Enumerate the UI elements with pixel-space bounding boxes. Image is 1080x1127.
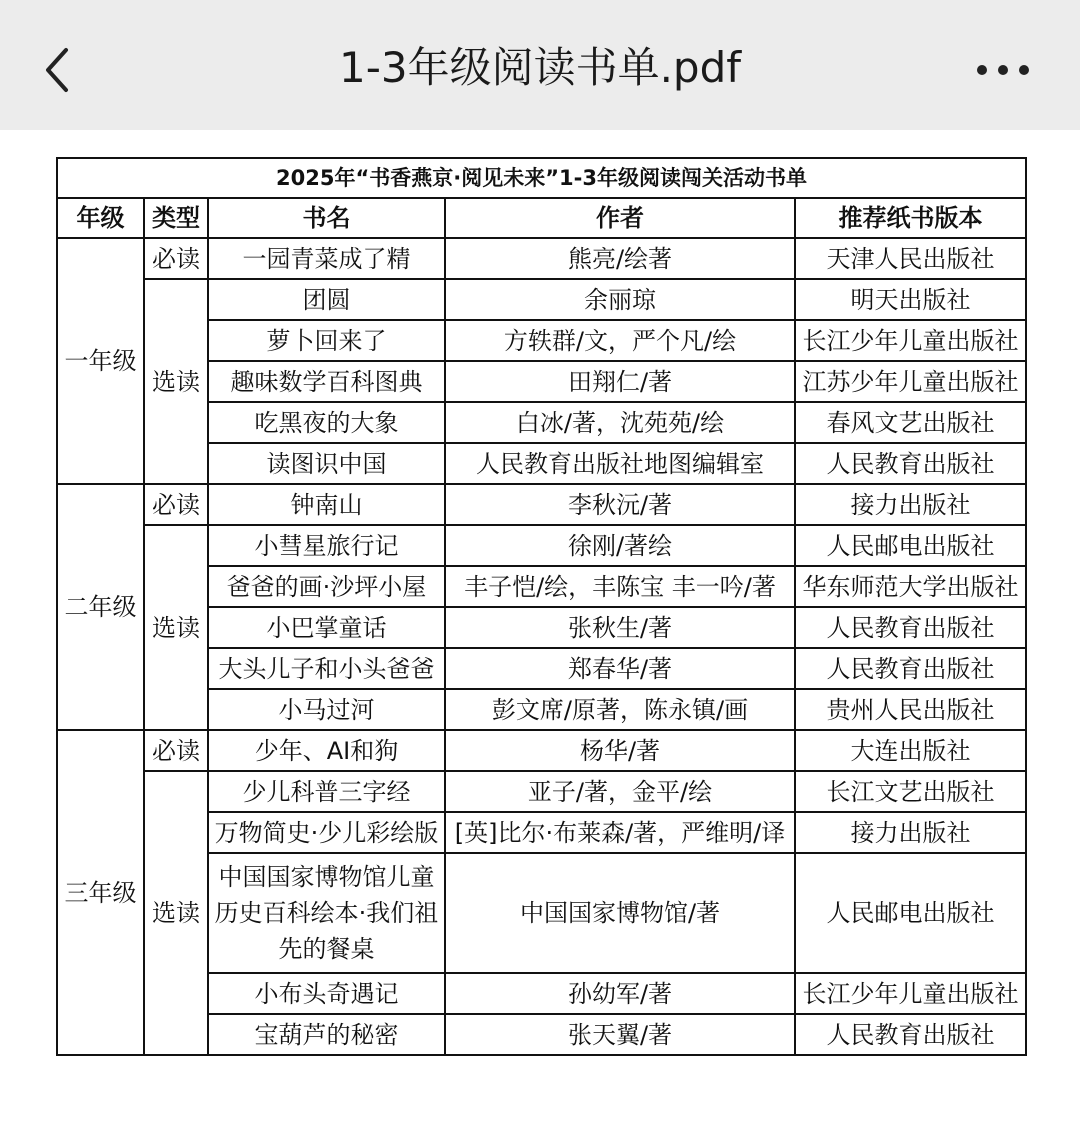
- book-cell: 一园青菜成了精: [208, 238, 445, 279]
- table-row: [57, 730, 1026, 771]
- publisher-cell: 接力出版社: [795, 812, 1026, 853]
- more-options-button[interactable]: [968, 48, 1038, 92]
- table-row: [57, 484, 1026, 525]
- publisher-cell: 人民教育出版社: [795, 1014, 1026, 1055]
- author-cell: 徐刚/著绘: [445, 525, 795, 566]
- book-cell: 大头儿子和小头爸爸: [208, 648, 445, 689]
- header-type: 类型: [144, 198, 208, 238]
- publisher-cell: 贵州人民出版社: [795, 689, 1026, 730]
- top-navigation-bar: [0, 0, 1080, 130]
- book-cell: 小布头奇遇记: [208, 973, 445, 1014]
- type-cell: 必读: [144, 238, 208, 279]
- author-cell: 中国国家博物馆/著: [445, 853, 795, 973]
- header-author: 作者: [445, 198, 795, 238]
- type-cell: 选读: [144, 279, 208, 484]
- type-cell: 选读: [144, 525, 208, 730]
- more-dots-icon: [968, 48, 1038, 92]
- author-cell: 田翔仁/著: [445, 361, 795, 402]
- table-row: [57, 279, 1026, 320]
- author-cell: 孙幼军/著: [445, 973, 795, 1014]
- type-cell: 必读: [144, 484, 208, 525]
- grade-cell: 一年级: [57, 238, 144, 484]
- publisher-cell: 人民邮电出版社: [795, 853, 1026, 973]
- grade-cell: 三年级: [57, 730, 144, 1055]
- type-cell: 选读: [144, 771, 208, 1055]
- header-book: 书名: [208, 198, 445, 238]
- publisher-cell: 人民邮电出版社: [795, 525, 1026, 566]
- book-cell: 小马过河: [208, 689, 445, 730]
- type-cell: 必读: [144, 730, 208, 771]
- publisher-cell: 江苏少年儿童出版社: [795, 361, 1026, 402]
- author-cell: 余丽琼: [445, 279, 795, 320]
- author-cell: 张秋生/著: [445, 607, 795, 648]
- publisher-cell: 春风文艺出版社: [795, 402, 1026, 443]
- book-cell: 万物简史·少儿彩绘版: [208, 812, 445, 853]
- pdf-page: [56, 157, 1025, 1056]
- book-cell: 团圆: [208, 279, 445, 320]
- reading-list-table: [56, 157, 1027, 1056]
- publisher-cell: 华东师范大学出版社: [795, 566, 1026, 607]
- book-cell: 读图识中国: [208, 443, 445, 484]
- table-row: [57, 771, 1026, 812]
- author-cell: 杨华/著: [445, 730, 795, 771]
- book-cell: 小彗星旅行记: [208, 525, 445, 566]
- author-cell: 白冰/著，沈苑苑/绘: [445, 402, 795, 443]
- table-row: [57, 525, 1026, 566]
- book-cell: 少儿科普三字经: [208, 771, 445, 812]
- author-cell: [英]比尔·布莱森/著，严维明/译: [445, 812, 795, 853]
- author-cell: 彭文席/原著，陈永镇/画: [445, 689, 795, 730]
- book-cell: 萝卜回来了: [208, 320, 445, 361]
- author-cell: 亚子/著，金平/绘: [445, 771, 795, 812]
- book-cell: 宝葫芦的秘密: [208, 1014, 445, 1055]
- grade-cell: 二年级: [57, 484, 144, 730]
- publisher-cell: 长江少年儿童出版社: [795, 973, 1026, 1014]
- publisher-cell: 人民教育出版社: [795, 648, 1026, 689]
- publisher-cell: 大连出版社: [795, 730, 1026, 771]
- publisher-cell: 接力出版社: [795, 484, 1026, 525]
- publisher-cell: 明天出版社: [795, 279, 1026, 320]
- author-cell: 熊亮/绘著: [445, 238, 795, 279]
- book-cell: 少年、AI和狗: [208, 730, 445, 771]
- header-grade: 年级: [57, 198, 144, 238]
- publisher-cell: 人民教育出版社: [795, 607, 1026, 648]
- book-cell: 中国国家博物馆儿童历史百科绘本·我们祖先的餐桌: [208, 853, 445, 973]
- book-cell: 小巴掌童话: [208, 607, 445, 648]
- publisher-cell: 长江文艺出版社: [795, 771, 1026, 812]
- publisher-cell: 天津人民出版社: [795, 238, 1026, 279]
- publisher-cell: 长江少年儿童出版社: [795, 320, 1026, 361]
- header-publisher: 推荐纸书版本: [795, 198, 1026, 238]
- document-title: 1-3年级阅读书单.pdf: [338, 43, 742, 92]
- author-cell: 张天翼/著: [445, 1014, 795, 1055]
- book-cell: 钟南山: [208, 484, 445, 525]
- author-cell: 丰子恺/绘，丰陈宝 丰一吟/著: [445, 566, 795, 607]
- table-row: [57, 238, 1026, 279]
- table-caption: 2025年“书香燕京·阅见未来”1-3年级阅读闯关活动书单: [57, 158, 1026, 198]
- publisher-cell: 人民教育出版社: [795, 443, 1026, 484]
- author-cell: 方轶群/文，严个凡/绘: [445, 320, 795, 361]
- book-cell: 吃黑夜的大象: [208, 402, 445, 443]
- book-cell: 趣味数学百科图典: [208, 361, 445, 402]
- book-cell: 爸爸的画·沙坪小屋: [208, 566, 445, 607]
- author-cell: 郑春华/著: [445, 648, 795, 689]
- author-cell: 李秋沅/著: [445, 484, 795, 525]
- author-cell: 人民教育出版社地图编辑室: [445, 443, 795, 484]
